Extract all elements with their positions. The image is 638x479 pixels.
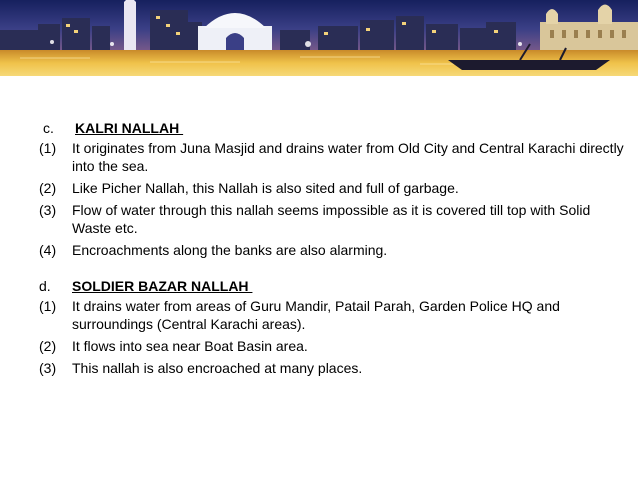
item-text: Flow of water through this nallah seems impossible as it is covered till top with Solid Waste etc. xyxy=(72,202,591,236)
section-marker: d. xyxy=(39,278,51,294)
list-item xyxy=(0,139,638,175)
item-number: (1) xyxy=(39,140,57,156)
list-item xyxy=(0,359,638,377)
item-text: It flows into sea near Boat Basin area. xyxy=(72,338,308,354)
item-text: This nallah is also encroached at many places. xyxy=(72,360,363,376)
section-title: SOLDIER BAZAR NALLAH xyxy=(72,278,253,294)
header-banner xyxy=(0,0,638,76)
section-c-heading xyxy=(0,118,638,139)
list-item xyxy=(0,241,638,259)
section-d-heading xyxy=(0,276,638,297)
item-text: Encroachments along the banks are also alarming. xyxy=(72,242,388,258)
item-number: (4) xyxy=(39,242,57,258)
list-item xyxy=(0,337,638,355)
item-number: (3) xyxy=(39,360,57,376)
section-title: KALRI NALLAH xyxy=(75,120,184,136)
item-number: (3) xyxy=(39,202,57,218)
item-number: (2) xyxy=(39,180,57,196)
list-item xyxy=(0,201,638,237)
slide-body xyxy=(0,118,638,381)
item-number: (2) xyxy=(39,338,57,354)
item-text: It drains water from areas of Guru Mandir, Patail Parah, Garden Police HQ and surroundings (Central Karachi areas). xyxy=(72,298,560,332)
item-text: Like Picher Nallah, this Nallah is also sited and full of garbage. xyxy=(72,180,459,196)
item-text: It originates from Juna Masjid and drains water from Old City and Central Karachi directly into the sea. xyxy=(72,140,624,174)
section-spacer xyxy=(0,263,638,276)
list-item xyxy=(0,179,638,197)
skyline-image xyxy=(0,0,638,76)
section-marker: c. xyxy=(43,120,54,136)
item-number: (1) xyxy=(39,298,57,314)
list-item xyxy=(0,297,638,333)
